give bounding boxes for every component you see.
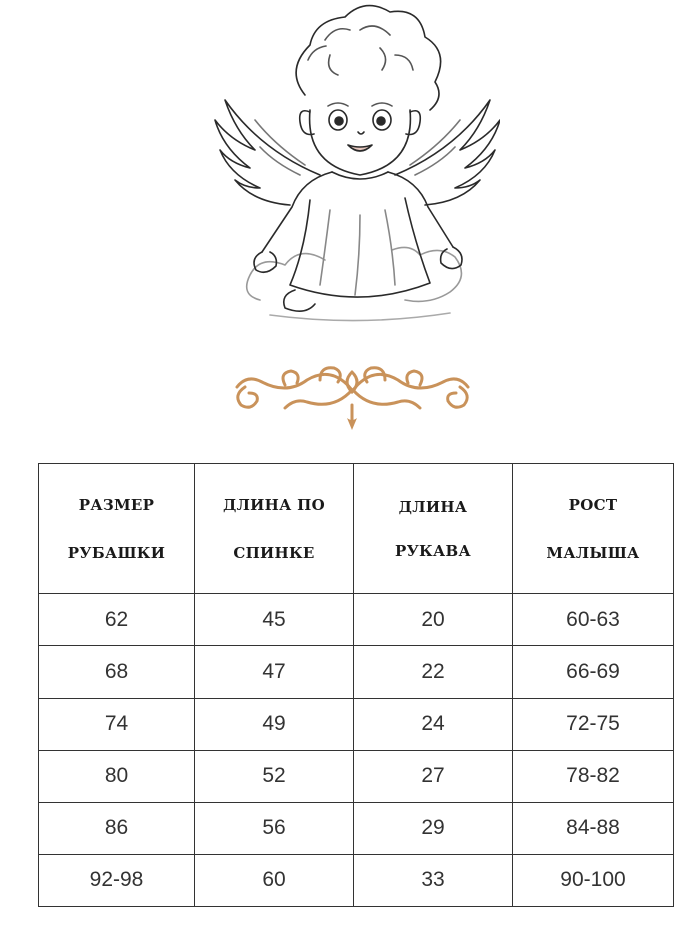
header-back-length xyxy=(195,464,354,594)
cell-value: 90-100 xyxy=(560,868,626,892)
cell-value: 45 xyxy=(262,607,286,631)
cell-value: 47 xyxy=(262,659,286,683)
cell-value: 68 xyxy=(104,659,129,683)
cell-sleeve-length xyxy=(354,594,513,646)
cell-value: 56 xyxy=(262,816,286,840)
cell-height xyxy=(513,698,674,750)
table-row xyxy=(39,802,674,854)
cell-value: 60 xyxy=(262,868,286,892)
cell-back-length xyxy=(195,854,354,906)
cell-value: 52 xyxy=(262,764,286,788)
header-baby-height-line2: МАЛЫША xyxy=(546,543,640,562)
table-header-row xyxy=(39,464,674,594)
cell-sleeve-length xyxy=(354,750,513,802)
cell-size xyxy=(39,854,195,906)
cell-sleeve-length xyxy=(354,802,513,854)
header-baby-height-line1: РОСТ xyxy=(568,495,618,514)
cell-sleeve-length xyxy=(354,646,513,698)
header-back-length-line2: СПИНКЕ xyxy=(233,543,315,562)
cell-value: 80 xyxy=(104,764,129,788)
cell-back-length xyxy=(195,802,354,854)
cell-size xyxy=(39,646,195,698)
header-sleeve-length-line1: ДЛИНА xyxy=(398,497,468,516)
cell-value: 66-69 xyxy=(566,659,620,683)
cell-height xyxy=(513,750,674,802)
table-row xyxy=(39,698,674,750)
cell-height xyxy=(513,594,674,646)
header-sleeve-length xyxy=(354,464,513,594)
cell-value: 27 xyxy=(421,764,445,788)
cell-value: 74 xyxy=(104,712,129,736)
header-back-length-line1: ДЛИНА ПО xyxy=(222,495,326,514)
cell-back-length xyxy=(195,698,354,750)
size-chart-table xyxy=(38,463,674,907)
cell-size xyxy=(39,594,195,646)
cell-value: 29 xyxy=(421,816,445,840)
table-row xyxy=(39,750,674,802)
header-sleeve-length-line2: РУКАВА xyxy=(394,541,471,560)
header-shirt-size-line2: РУБАШКИ xyxy=(67,543,166,562)
cell-size xyxy=(39,802,195,854)
cell-sleeve-length xyxy=(354,698,513,750)
cell-value: 49 xyxy=(262,712,286,736)
cell-value: 78-82 xyxy=(566,764,620,788)
cell-back-length xyxy=(195,594,354,646)
cell-value: 60-63 xyxy=(566,607,620,631)
table-row xyxy=(39,646,674,698)
header-baby-height xyxy=(513,464,674,594)
cell-back-length xyxy=(195,646,354,698)
cell-value: 20 xyxy=(421,607,445,631)
table-row xyxy=(39,594,674,646)
cell-height xyxy=(513,802,674,854)
cell-sleeve-length xyxy=(354,854,513,906)
cell-back-length xyxy=(195,750,354,802)
cell-value: 62 xyxy=(104,607,129,631)
ornament-divider-icon xyxy=(225,350,480,430)
cell-value: 86 xyxy=(104,816,129,840)
cell-value: 92-98 xyxy=(89,868,144,892)
angel-illustration-icon xyxy=(210,0,500,335)
table-row xyxy=(39,854,674,906)
cell-size xyxy=(39,698,195,750)
cell-value: 72-75 xyxy=(566,712,620,736)
header-shirt-size xyxy=(39,464,195,594)
cell-size xyxy=(39,750,195,802)
cell-height xyxy=(513,854,674,906)
cell-value: 33 xyxy=(421,868,445,892)
header-shirt-size-line1: РАЗМЕР xyxy=(78,495,155,514)
cell-value: 84-88 xyxy=(566,816,620,840)
cell-value: 22 xyxy=(421,659,445,683)
cell-height xyxy=(513,646,674,698)
cell-value: 24 xyxy=(421,712,445,736)
